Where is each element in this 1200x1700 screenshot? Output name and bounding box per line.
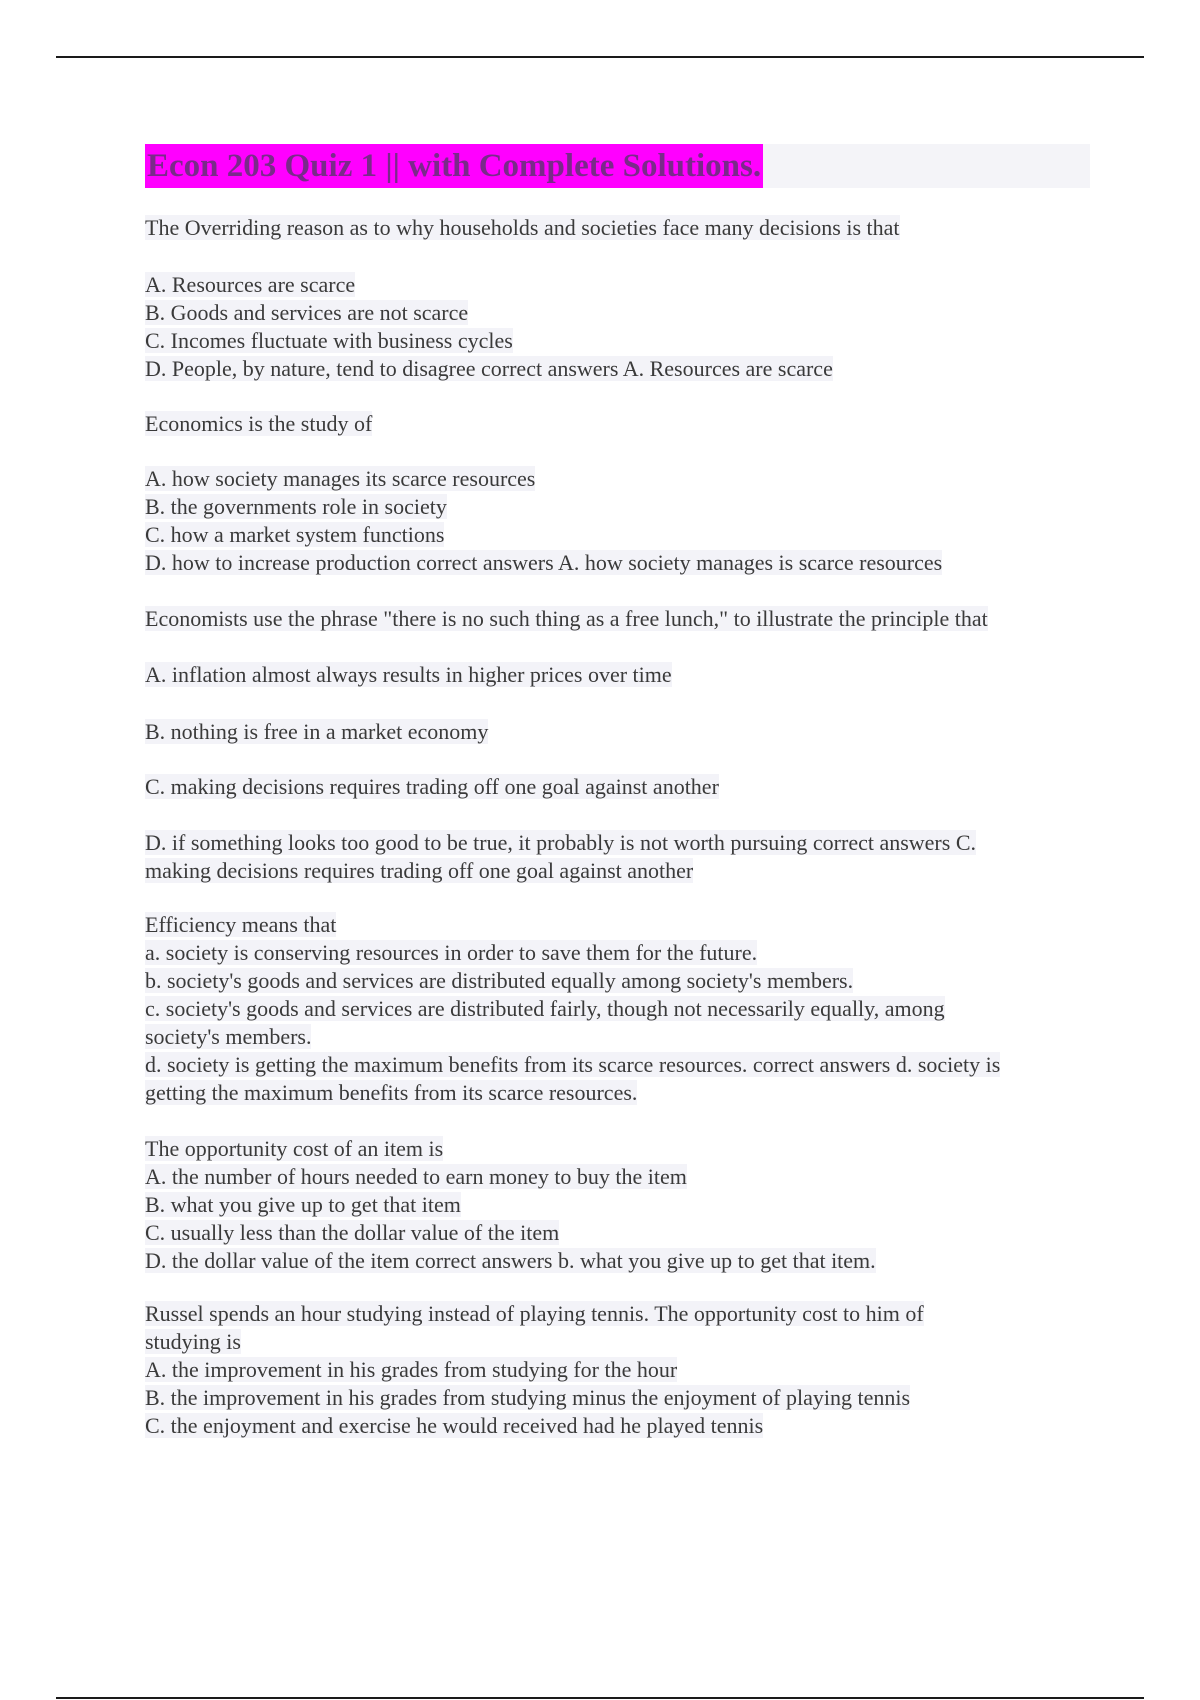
question-2 bbox=[145, 410, 372, 438]
option: B. the improvement in his grades from studying minus the enjoyment of playing tennis bbox=[145, 1385, 911, 1410]
option: C. the enjoyment and exercise he would received had he played tennis bbox=[145, 1413, 764, 1438]
option: B. the governments role in society bbox=[145, 494, 447, 519]
question-3-option-b bbox=[145, 718, 488, 746]
top-rule bbox=[56, 56, 1144, 58]
option-with-answer: D. how to increase production correct answers A. how society manages is scarce resources bbox=[145, 550, 943, 575]
option-with-answer: d. society is getting the maximum benefits from its scarce resources. correct answers d. society is bbox=[145, 1052, 1001, 1077]
option-with-answer: D. People, by nature, tend to disagree correct answers A. Resources are scarce bbox=[145, 356, 833, 381]
option: b. society's goods and services are distributed equally among society's members. bbox=[145, 968, 854, 993]
option: A. the number of hours needed to earn money to buy the item bbox=[145, 1164, 687, 1189]
option: A. how society manages its scarce resources bbox=[145, 466, 536, 491]
question-3-option-c bbox=[145, 773, 719, 801]
question-1-options bbox=[145, 271, 833, 383]
option: C. how a market system functions bbox=[145, 522, 445, 547]
question-stem: The Overriding reason as to why households and societies face many decisions is that bbox=[145, 215, 900, 240]
question-5 bbox=[145, 1135, 876, 1275]
option: C. Incomes fluctuate with business cycles bbox=[145, 328, 513, 353]
option: a. society is conserving resources in order to save them for the future. bbox=[145, 940, 758, 965]
option: A. inflation almost always results in higher prices over time bbox=[145, 662, 672, 687]
option: C. usually less than the dollar value of the item bbox=[145, 1220, 560, 1245]
question-3-option-d bbox=[145, 829, 976, 885]
question-1 bbox=[145, 214, 900, 242]
question-stem: Russel spends an hour studying instead of playing tennis. The opportunity cost to him of bbox=[145, 1301, 924, 1326]
option: C. making decisions requires trading off one goal against another bbox=[145, 774, 719, 799]
question-2-options bbox=[145, 465, 942, 577]
option-continuation: society's members. bbox=[145, 1024, 312, 1049]
question-4 bbox=[145, 911, 1000, 1107]
option-with-answer: D. if something looks too good to be true, it probably is not worth pursuing correct answers C. bbox=[145, 830, 976, 855]
question-stem: Economists use the phrase "there is no such thing as a free lunch," to illustrate the principle that bbox=[145, 606, 988, 631]
option-continuation: getting the maximum benefits from its scarce resources. bbox=[145, 1080, 638, 1105]
question-3 bbox=[145, 605, 988, 633]
option: c. society's goods and services are distributed fairly, though not necessarily equally, among bbox=[145, 996, 945, 1021]
bottom-rule bbox=[56, 1697, 1144, 1699]
option-continuation: making decisions requires trading off one goal against another bbox=[145, 858, 694, 883]
question-stem: Efficiency means that bbox=[145, 912, 337, 937]
option: A. Resources are scarce bbox=[145, 272, 356, 297]
option: B. Goods and services are not scarce bbox=[145, 300, 469, 325]
document-title: Econ 203 Quiz 1 || with Complete Solutions. bbox=[145, 144, 763, 188]
question-stem: Economics is the study of bbox=[145, 411, 373, 436]
option-with-answer: D. the dollar value of the item correct answers b. what you give up to get that item. bbox=[145, 1248, 876, 1273]
question-3-option-a bbox=[145, 661, 672, 689]
option: A. the improvement in his grades from studying for the hour bbox=[145, 1357, 678, 1382]
question-6 bbox=[145, 1300, 924, 1440]
document-body bbox=[145, 144, 1090, 188]
title-row bbox=[145, 144, 1090, 188]
option: B. nothing is free in a market economy bbox=[145, 719, 489, 744]
question-stem-continuation: studying is bbox=[145, 1329, 241, 1354]
question-stem: The opportunity cost of an item is bbox=[145, 1136, 444, 1161]
option: B. what you give up to get that item bbox=[145, 1192, 461, 1217]
